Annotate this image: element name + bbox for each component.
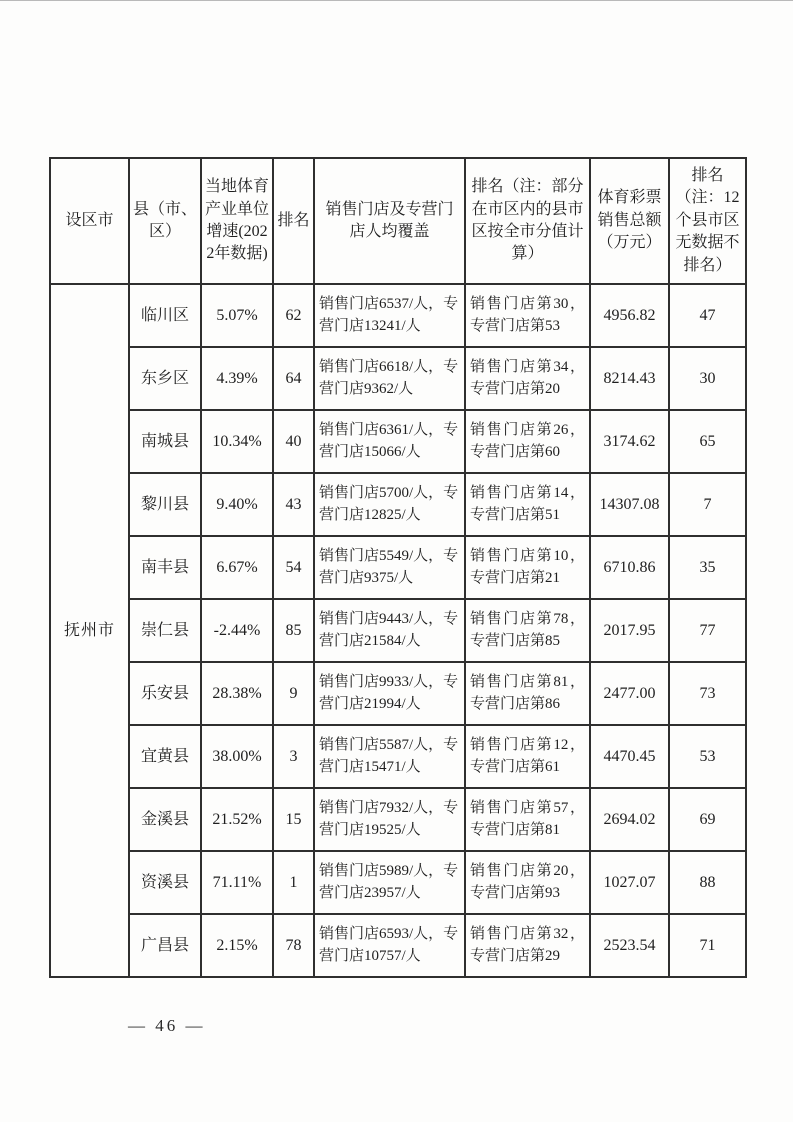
coverage-rank-cell: 销售门店第57，专营门店第81 [465, 788, 590, 851]
growth-rank-cell: 3 [273, 725, 314, 788]
growth-cell: -2.44% [201, 599, 273, 662]
table-row [50, 347, 746, 410]
lottery-total-cell: 6710.86 [590, 536, 669, 599]
growth-rank-cell: 85 [273, 599, 314, 662]
coverage-cell: 销售门店5700/人，专营门店12825/人 [314, 473, 465, 536]
lottery-rank-cell: 69 [669, 788, 746, 851]
county-cell: 临川区 [129, 284, 201, 347]
scan-edge-line [0, 0, 793, 1]
growth-cell: 4.39% [201, 347, 273, 410]
lottery-total-cell: 14307.08 [590, 473, 669, 536]
coverage-cell: 销售门店5549/人，专营门店9375/人 [314, 536, 465, 599]
header-row [50, 158, 746, 284]
county-cell: 金溪县 [129, 788, 201, 851]
header-growth-rank: 排名 [273, 158, 314, 284]
coverage-rank-cell: 销售门店第14，专营门店第51 [465, 473, 590, 536]
lottery-total-cell: 2477.00 [590, 662, 669, 725]
table-row [50, 473, 746, 536]
growth-rank-cell: 1 [273, 851, 314, 914]
lottery-rank-cell: 7 [669, 473, 746, 536]
growth-rank-cell: 9 [273, 662, 314, 725]
lottery-rank-cell: 77 [669, 599, 746, 662]
growth-rank-cell: 40 [273, 410, 314, 473]
lottery-rank-cell: 73 [669, 662, 746, 725]
county-cell: 黎川县 [129, 473, 201, 536]
table-row [50, 851, 746, 914]
growth-rank-cell: 62 [273, 284, 314, 347]
coverage-cell: 销售门店5989/人，专营门店23957/人 [314, 851, 465, 914]
lottery-total-cell: 4956.82 [590, 284, 669, 347]
table-row [50, 725, 746, 788]
coverage-rank-cell: 销售门店第26，专营门店第60 [465, 410, 590, 473]
table-row [50, 410, 746, 473]
lottery-total-cell: 2523.54 [590, 914, 669, 977]
city-cell: 抚州市 [50, 284, 129, 977]
header-lottery-total: 体育彩票销售总额（万元） [590, 158, 669, 284]
sports-lottery-ranking-table [49, 157, 747, 978]
coverage-rank-cell: 销售门店第81，专营门店第86 [465, 662, 590, 725]
growth-cell: 10.34% [201, 410, 273, 473]
county-cell: 乐安县 [129, 662, 201, 725]
lottery-total-cell: 1027.07 [590, 851, 669, 914]
header-growth: 当地体育产业单位增速(2022年数据) [201, 158, 273, 284]
header-county: 县（市、区） [129, 158, 201, 284]
table-row [50, 536, 746, 599]
table-row [50, 788, 746, 851]
coverage-rank-cell: 销售门店第78，专营门店第85 [465, 599, 590, 662]
growth-cell: 2.15% [201, 914, 273, 977]
coverage-cell: 销售门店6361/人，专营门店15066/人 [314, 410, 465, 473]
growth-rank-cell: 78 [273, 914, 314, 977]
county-cell: 广昌县 [129, 914, 201, 977]
coverage-rank-cell: 销售门店第10，专营门店第21 [465, 536, 590, 599]
coverage-cell: 销售门店6593/人，专营门店10757/人 [314, 914, 465, 977]
lottery-rank-cell: 65 [669, 410, 746, 473]
county-cell: 东乡区 [129, 347, 201, 410]
header-city: 设区市 [50, 158, 129, 284]
county-cell: 南丰县 [129, 536, 201, 599]
growth-rank-cell: 64 [273, 347, 314, 410]
county-cell: 宜黄县 [129, 725, 201, 788]
lottery-total-cell: 4470.45 [590, 725, 669, 788]
coverage-rank-cell: 销售门店第32，专营门店第29 [465, 914, 590, 977]
coverage-cell: 销售门店5587/人，专营门店15471/人 [314, 725, 465, 788]
lottery-rank-cell: 53 [669, 725, 746, 788]
table-row [50, 914, 746, 977]
growth-cell: 5.07% [201, 284, 273, 347]
lottery-rank-cell: 30 [669, 347, 746, 410]
coverage-cell: 销售门店9933/人，专营门店21994/人 [314, 662, 465, 725]
growth-rank-cell: 43 [273, 473, 314, 536]
county-cell: 南城县 [129, 410, 201, 473]
table-row [50, 284, 746, 347]
growth-cell: 28.38% [201, 662, 273, 725]
page-number: — 46 — [128, 1016, 206, 1035]
header-lottery-rank: 排名（注：12个县市区无数据不排名） [669, 158, 746, 284]
growth-cell: 38.00% [201, 725, 273, 788]
growth-cell: 6.67% [201, 536, 273, 599]
header-coverage-rank: 排名（注：部分在市区内的县市区按全市分值计算） [465, 158, 590, 284]
lottery-total-cell: 8214.43 [590, 347, 669, 410]
lottery-total-cell: 3174.62 [590, 410, 669, 473]
coverage-cell: 销售门店6618/人，专营门店9362/人 [314, 347, 465, 410]
growth-cell: 21.52% [201, 788, 273, 851]
table-row [50, 662, 746, 725]
lottery-rank-cell: 47 [669, 284, 746, 347]
coverage-cell: 销售门店6537/人，专营门店13241/人 [314, 284, 465, 347]
table-row [50, 599, 746, 662]
coverage-cell: 销售门店7932/人，专营门店19525/人 [314, 788, 465, 851]
coverage-rank-cell: 销售门店第30，专营门店第53 [465, 284, 590, 347]
lottery-rank-cell: 88 [669, 851, 746, 914]
lottery-rank-cell: 35 [669, 536, 746, 599]
coverage-rank-cell: 销售门店第34，专营门店第20 [465, 347, 590, 410]
county-cell: 资溪县 [129, 851, 201, 914]
growth-cell: 9.40% [201, 473, 273, 536]
coverage-rank-cell: 销售门店第20，专营门店第93 [465, 851, 590, 914]
growth-rank-cell: 15 [273, 788, 314, 851]
header-coverage: 销售门店及专营门店人均覆盖 [314, 158, 465, 284]
lottery-rank-cell: 71 [669, 914, 746, 977]
lottery-total-cell: 2694.02 [590, 788, 669, 851]
county-cell: 崇仁县 [129, 599, 201, 662]
growth-rank-cell: 54 [273, 536, 314, 599]
coverage-cell: 销售门店9443/人，专营门店21584/人 [314, 599, 465, 662]
growth-cell: 71.11% [201, 851, 273, 914]
lottery-total-cell: 2017.95 [590, 599, 669, 662]
coverage-rank-cell: 销售门店第12，专营门店第61 [465, 725, 590, 788]
